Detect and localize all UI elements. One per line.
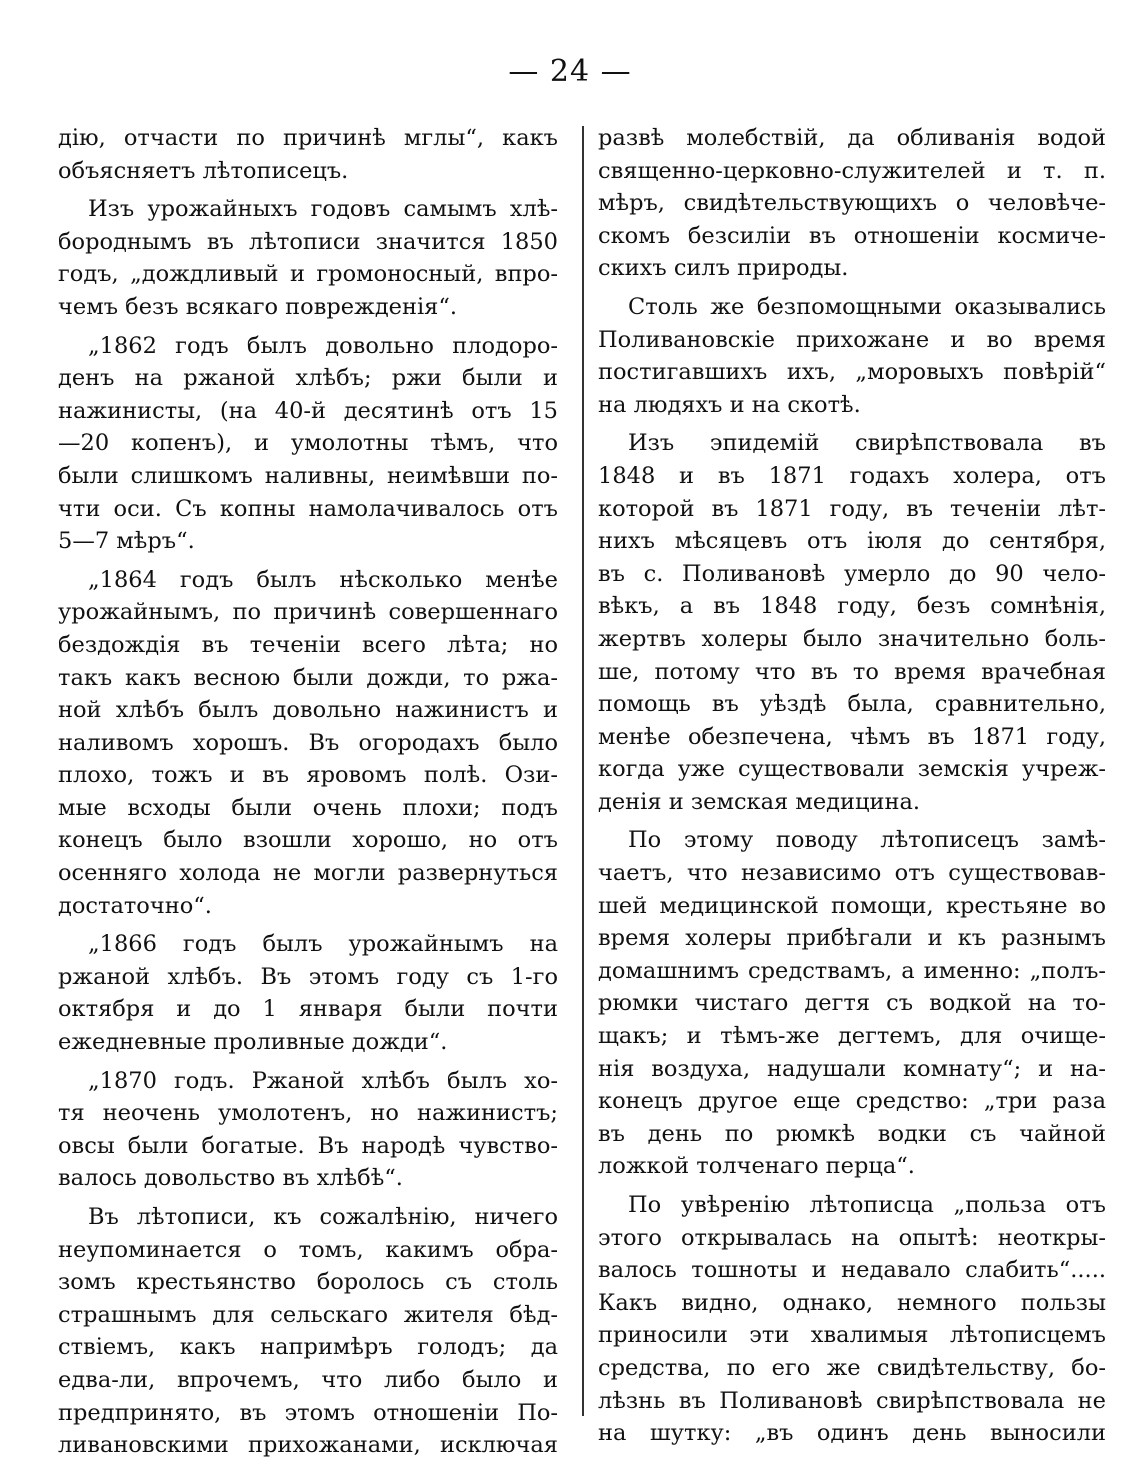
text-line: предпринято, въ этомъ отношеніи По- [58, 1399, 558, 1426]
text-line: въ день по рюмкѣ водки съ чайной [598, 1120, 1106, 1147]
text-line: —20 копенъ), и умолотны тѣмъ, что [58, 430, 558, 457]
text-line: ше, потому что въ то время врачебная [598, 658, 1106, 685]
text-line: конецъ было взошли хорошо, но отъ [58, 827, 558, 854]
text-line: вѣкъ, а въ 1848 году, безъ сомнѣнія, [598, 593, 1106, 620]
text-line: едва-ли, впрочемъ, что либо было и [58, 1366, 558, 1393]
text-line: Въ лѣтописи, къ сожалѣнію, ничего [88, 1204, 558, 1230]
text-line: валось довольство въ хлѣбѣ“. [58, 1165, 403, 1192]
text-line: ложкой толченаго перца“. [598, 1153, 915, 1180]
text-line: Какъ видно, однако, немного пользы [598, 1289, 1106, 1316]
text-line: ствіемъ, какъ напримѣръ голодъ; да [58, 1334, 558, 1361]
text-line: жертвъ холеры было значительно боль- [598, 625, 1106, 652]
text-line: когда уже существовали земскія учреж- [598, 756, 1106, 783]
text-line: щакъ; и тѣмъ-же дегтемъ, для очище- [598, 1023, 1106, 1050]
text-line: годъ, „дождливый и громоносный, впро- [58, 261, 558, 288]
text-line: Поливановскіе прихожане и во время [598, 326, 1106, 353]
text-line: чемъ безъ всякаго поврежденія“. [58, 293, 458, 320]
text-line: скомъ безсиліи въ отношеніи космиче- [598, 222, 1106, 249]
paragraph [58, 928, 558, 1058]
text-line: овсы были богатые. Въ народѣ чувство- [58, 1132, 558, 1159]
paragraph [58, 564, 558, 923]
text-line: чти оси. Съ копны намолачивалось отъ [58, 495, 558, 522]
text-line: Изъ урожайныхъ годовъ самымъ хлѣ- [88, 196, 558, 223]
text-line: денъ на ржаной хлѣбъ; ржи были и [58, 365, 558, 392]
text-line: По этому поводу лѣтописецъ замѣ- [628, 827, 1106, 854]
text-line: этого открывалась на опытѣ: неоткры- [598, 1224, 1106, 1251]
text-line: на людяхъ и на скотѣ. [598, 391, 861, 418]
text-line: рюмки чистаго дегтя съ водкой на то- [598, 990, 1106, 1017]
text-line: развѣ молебствій, да обливанія водой [598, 125, 1106, 151]
text-line: ежедневные проливные дожди“. [58, 1029, 448, 1056]
text-line: денія и земская медицина. [598, 788, 921, 815]
text-line: были слишкомъ наливны, неимѣвши по- [58, 462, 558, 489]
text-line: ржаной хлѣбъ. Въ этомъ году съ 1-го [58, 963, 558, 990]
text-line: священно-церковно-служителей и т. п. [598, 157, 1106, 184]
text-line: помощь въ уѣздѣ была, сравнительно, [598, 691, 1106, 718]
paragraph [58, 122, 558, 187]
text-line: „1864 годъ былъ нѣсколько менѣе [88, 566, 558, 593]
page-number: — 24 — [508, 54, 632, 89]
text-line: мые всходы были очень плохи; подъ [58, 794, 558, 821]
text-line: „1866 годъ былъ урожайнымъ на [88, 931, 558, 958]
text-line: зомъ крестьянство боролось съ столь [58, 1269, 558, 1296]
text-line: нажинисты, (на 40-й десятинѣ отъ 15 [58, 397, 558, 424]
text-line: средства, по его же свидѣтельству, бо- [598, 1354, 1106, 1381]
text-line: конецъ другое еще средство: „три раза [598, 1088, 1106, 1115]
paragraph [58, 193, 558, 323]
text-line: нихъ мѣсяцевъ отъ іюля до сентября, [598, 528, 1106, 555]
text-line: въ с. Поливановѣ умерло до 90 чело- [598, 560, 1106, 587]
text-line: Столь же безпомощными оказывались [628, 293, 1106, 320]
text-line: По увѣренію лѣтописца „польза отъ [628, 1192, 1106, 1218]
text-line: приносили эти хвалимыя лѣтописцемъ [598, 1322, 1106, 1349]
text-line: бороднымъ въ лѣтописи значится 1850 [58, 228, 558, 255]
text-line: ной хлѣбъ былъ довольно нажинистъ и [58, 697, 558, 724]
text-line: тя неочень умолотенъ, но нажинистъ; [58, 1100, 558, 1127]
paragraph [598, 122, 1106, 285]
text-line: которой въ 1871 году, въ теченіи лѣт- [598, 495, 1106, 522]
text-line: урожайнымъ, по причинѣ совершеннаго [58, 599, 558, 626]
text-line: шей медицинской помощи, крестьяне во [598, 892, 1106, 919]
text-line: объясняетъ лѣтописецъ. [58, 157, 349, 184]
text-line: менѣе обезпечена, чѣмъ въ 1871 году, [598, 723, 1106, 750]
text-line: 1848 и въ 1871 годахъ холера, отъ [598, 462, 1106, 489]
paragraph [58, 1201, 558, 1462]
text-line: бездождія въ теченіи всего лѣта; но [58, 631, 558, 658]
column-divider [582, 126, 584, 1416]
text-line: валось тошноты и недавало слабить“..... [598, 1257, 1106, 1284]
text-line: на шутку: „въ одинъ день выносили [598, 1420, 1106, 1447]
paragraph [598, 1189, 1106, 1450]
text-line: достаточно“. [58, 892, 212, 919]
text-line: „1862 годъ былъ довольно плодоро- [88, 332, 558, 359]
paragraph [58, 1065, 558, 1195]
text-line: дію, отчасти по причинѣ мглы“, какъ [58, 125, 558, 151]
left-column [58, 122, 558, 1468]
paragraph [598, 824, 1106, 1183]
text-line: октября и до 1 января были почти [58, 996, 558, 1023]
text-line: лѣзнь въ Поливановѣ свирѣпствовала не [598, 1387, 1106, 1414]
text-line: неупоминается о томъ, какимъ обра- [58, 1236, 558, 1263]
right-column [598, 122, 1106, 1456]
text-line: страшнымъ для сельскаго жителя бѣд- [58, 1301, 558, 1328]
text-line: чаетъ, что независимо отъ существовав- [598, 860, 1106, 887]
paragraph [58, 330, 558, 558]
text-line: время холеры прибѣгали и къ разнымъ [598, 925, 1106, 952]
paragraph [598, 427, 1106, 818]
text-line: 5—7 мѣръ“. [58, 528, 195, 555]
text-line: наливомъ хорошъ. Въ огородахъ было [58, 729, 558, 756]
text-line: ливановскими прихожанами, исключая [58, 1432, 558, 1459]
paragraph [598, 291, 1106, 421]
text-line: нія воздуха, надушали комнату“; и на- [598, 1055, 1106, 1082]
text-line: Изъ эпидемій свирѣпствовала въ [628, 430, 1106, 457]
text-line: мѣръ, свидѣтельствующихъ о человѣче- [598, 190, 1106, 217]
text-line: домашнимъ средствамъ, а именно: „полъ- [598, 957, 1106, 984]
text-line: скихъ силъ природы. [598, 255, 849, 282]
text-line: плохо, тожъ и въ яровомъ полѣ. Ози- [58, 762, 558, 789]
text-line: „1870 годъ. Ржаной хлѣбъ былъ хо- [88, 1067, 558, 1094]
text-line: такъ какъ весною были дожди, то ржа- [58, 664, 558, 691]
text-line: постигавшихъ ихъ, „моровыхъ повѣрій“ [598, 359, 1106, 386]
text-line: осенняго холода не могли развернуться [58, 860, 558, 887]
